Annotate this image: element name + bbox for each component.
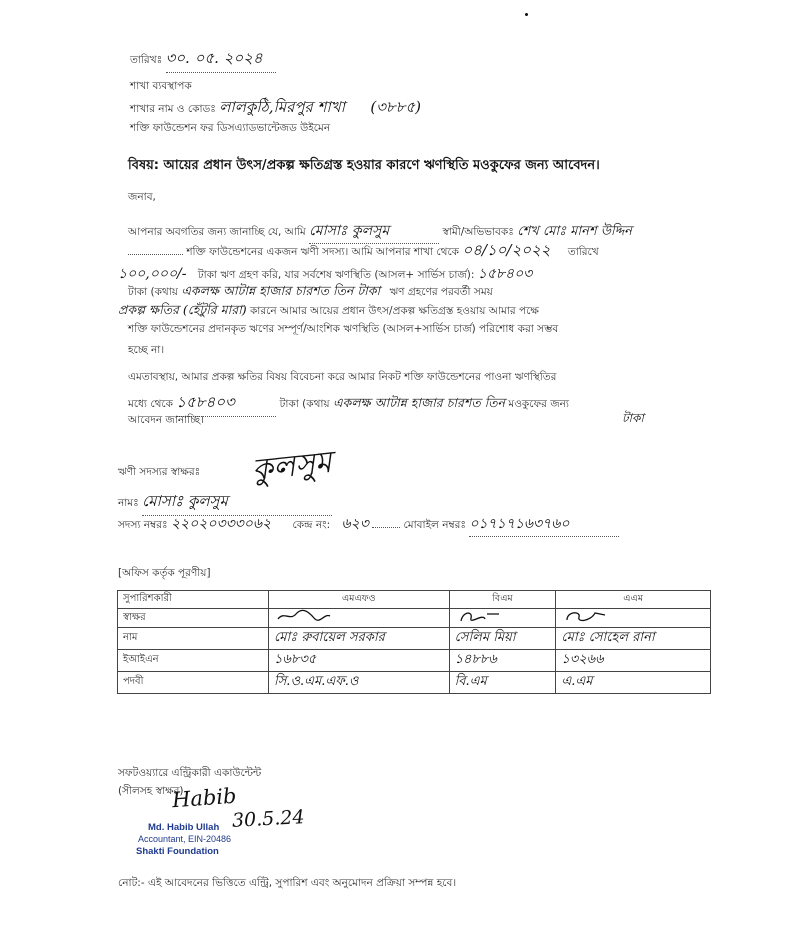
p1-text-b: শক্তি ফাউন্ডেশনের একজন ঋণী সদস্য। আমি আপনার শাখা থেকে bbox=[186, 246, 460, 258]
date-label: তারিখঃ bbox=[130, 54, 163, 66]
office-cell: সি.ও.এম.এফ.ও bbox=[269, 672, 450, 694]
office-header-mfo: এমএফও bbox=[269, 591, 450, 609]
office-signature-row bbox=[118, 609, 711, 628]
office-row-label: পদবী bbox=[118, 672, 269, 694]
balance-words: একলক্ষ আটান্ন হাজার চারশত তিন টাকা bbox=[181, 283, 381, 298]
office-row-label: স্বাক্ষর bbox=[118, 609, 269, 628]
office-ein-row bbox=[118, 650, 711, 672]
center-dots bbox=[372, 527, 400, 528]
office-header-bm: বিএম bbox=[449, 591, 556, 609]
mfo-signature-mark bbox=[274, 609, 334, 623]
p1-line4 bbox=[128, 283, 493, 303]
footer-note: নোট:- এই আবেদনের ভিত্তিতে এন্ট্রি, সুপারিশ এবং অনুমোদন প্রক্রিয়া সম্পন্ন হবে। bbox=[118, 877, 457, 889]
stamp-title: Accountant, EIN-20486 bbox=[138, 834, 232, 844]
branch-manager: শাখা ব্যবস্থাপক bbox=[130, 80, 192, 92]
office-cell: ১৬৮৩৫ bbox=[269, 650, 450, 672]
office-row-label: ইআইএন bbox=[118, 650, 269, 672]
p1-text-e: ঋণ গ্রহণের পরবর্তী সময় bbox=[389, 286, 493, 298]
office-signature-am bbox=[556, 609, 711, 628]
org-line: শক্তি ফাউন্ডেশন ফর ডিসএ্যাডভান্টেজড উইমেন bbox=[130, 122, 331, 134]
office-header-label: সুপারিশকারী bbox=[118, 591, 269, 609]
accountant-signature: Habib bbox=[171, 783, 238, 813]
p1-line2 bbox=[128, 239, 599, 264]
member-numbers-line bbox=[118, 512, 619, 537]
member-name-label: নামঃ bbox=[118, 497, 139, 509]
loan-date: ০৪/১০/২০২২ bbox=[462, 241, 551, 259]
husband-value: শেখ মোঃ মানশ উদ্দিন bbox=[517, 224, 632, 239]
date-suffix: তারিখে bbox=[567, 246, 599, 258]
branch-code: (৩৮৮৫) bbox=[370, 98, 421, 116]
office-cell: মোঃ রুবায়েল সরকার bbox=[269, 628, 450, 650]
office-signature-bm bbox=[449, 609, 556, 628]
center-value: ৬২৩ bbox=[341, 516, 369, 532]
waive-words: একলক্ষ আটান্ন হাজার চারশত তিন bbox=[332, 395, 506, 410]
accountant-line1: সফটওয়্যারে এন্ট্রিকারী একাউন্টেন্ট bbox=[118, 767, 262, 779]
office-cell: সেলিম মিয়া bbox=[449, 628, 556, 650]
member-no-label: সদস্য নম্বরঃ bbox=[118, 519, 168, 531]
office-row-label: নাম bbox=[118, 628, 269, 650]
p1-line7: হচ্ছে না। bbox=[128, 344, 165, 356]
p1-text-f: কারনে আমার আয়ের প্রধান উৎস/প্রকল্প ক্ষতিগ্রস্ত হওয়ায় আমার পক্ষে bbox=[249, 305, 539, 317]
p2-line1: এমতাবস্থায়, আমার প্রকল্প ক্ষতির বিষয় বিবেচনা করে আমার নিকট শক্তি ফাউন্ডেশনের পাওনা ঋণস্থিতির bbox=[128, 371, 557, 383]
p1-text-a: আপনার অবগতির জন্য জানাচ্ছি যে, আমি bbox=[128, 226, 306, 238]
stamp-org: Shakti Foundation bbox=[136, 846, 219, 857]
mobile-value: ০১৭১৭১৬৩৭৬০ bbox=[469, 512, 619, 537]
p2-text-b: মধ্যে থেকে bbox=[128, 398, 173, 410]
office-cell: মোঃ সোহেল রানা bbox=[556, 628, 711, 650]
p2-text-c: টাকা (কথায় bbox=[279, 398, 330, 410]
am-signature-mark bbox=[561, 609, 611, 623]
p2-line3: আবেদন জানাচ্ছি। bbox=[128, 414, 204, 426]
member-name-value: মোসাঃ কুলসুম bbox=[142, 490, 332, 516]
office-cell: এ.এম bbox=[556, 672, 711, 694]
date-line bbox=[130, 47, 276, 73]
member-signature: কুলসুম bbox=[250, 444, 334, 489]
office-heading: [অফিস কর্তৃক পূরণীয়] bbox=[118, 567, 211, 579]
branch-label: শাখার নাম ও কোডঃ bbox=[130, 103, 216, 115]
waive-amount: ১৫৮৪০৩ bbox=[176, 391, 276, 417]
mobile-label: মোবাইল নম্বরঃ bbox=[403, 519, 467, 531]
office-signature-mfo bbox=[269, 609, 450, 628]
branch-value: লালকুঠি,মিরপুর শাখা bbox=[219, 98, 345, 116]
office-cell: ১৪৮৮৬ bbox=[449, 650, 556, 672]
office-cell: ১৩২৬৬ bbox=[556, 650, 711, 672]
bm-signature-mark bbox=[455, 609, 505, 623]
damage-reason: প্রকল্প ক্ষতির (হেঁটুরি মারা) bbox=[118, 302, 247, 317]
scan-speck bbox=[525, 13, 528, 16]
center-label: কেন্দ্র নং: bbox=[292, 519, 331, 531]
member-no-value: ২২০২০৩৩৩০৬২ bbox=[170, 516, 272, 532]
p1-text-d: টাকা (কথায় bbox=[128, 286, 178, 298]
stamp-name: Md. Habib Ullah bbox=[148, 822, 220, 833]
accountant-sig-date: 30.5.24 bbox=[231, 806, 306, 832]
office-header-am: এএম bbox=[556, 591, 711, 609]
salutation: জনাব, bbox=[128, 191, 156, 203]
p1-line6: শক্তি ফাউন্ডেশনের প্রদানকৃত ঋণের সম্পূর্ণ/আংশিক ঋণস্থিতি (আসল+সার্ভিস চার্জ) পরিশোধ করা সম্ভব bbox=[128, 323, 559, 335]
accountant-line2: (সীলসহ স্বাক্ষর) bbox=[118, 785, 184, 797]
office-table bbox=[117, 590, 711, 694]
p1-text-c: টাকা ঋণ গ্রহণ করি, যার সর্বশেষ ঋণস্থিতি (আসল+ সার্ভিস চার্জ): bbox=[197, 269, 475, 281]
p1-blank bbox=[128, 254, 183, 255]
waive-words-2: টাকা bbox=[622, 411, 644, 425]
p2-text-d: মওকুফের জন্য bbox=[508, 398, 569, 410]
member-name-inline: মোসাঃ কুলসুম bbox=[309, 219, 439, 244]
loan-amount: ১০০,০০০/- bbox=[118, 266, 187, 282]
member-sig-label: ঋণী সদস্যর স্বাক্ষরঃ bbox=[118, 466, 201, 478]
subject-line: বিষয়: আয়ের প্রধান উৎস/প্রকল্প ক্ষতিগ্রস্ত হওয়ার কারণে ঋণস্থিতি মওকুফের জন্য আবেদন। bbox=[128, 158, 600, 173]
p1-line5 bbox=[118, 302, 539, 322]
office-name-row bbox=[118, 628, 711, 650]
balance-amount: ১৫৮৪০৩ bbox=[477, 266, 533, 282]
husband-label: স্বামী/অভিভাবকঃ bbox=[442, 226, 514, 238]
office-cell: বি.এম bbox=[449, 672, 556, 694]
office-header-row bbox=[118, 591, 711, 609]
date-value: ৩০. ০৫. ২০২৪ bbox=[166, 47, 276, 73]
office-designation-row bbox=[118, 672, 711, 694]
branch-line bbox=[130, 96, 421, 121]
